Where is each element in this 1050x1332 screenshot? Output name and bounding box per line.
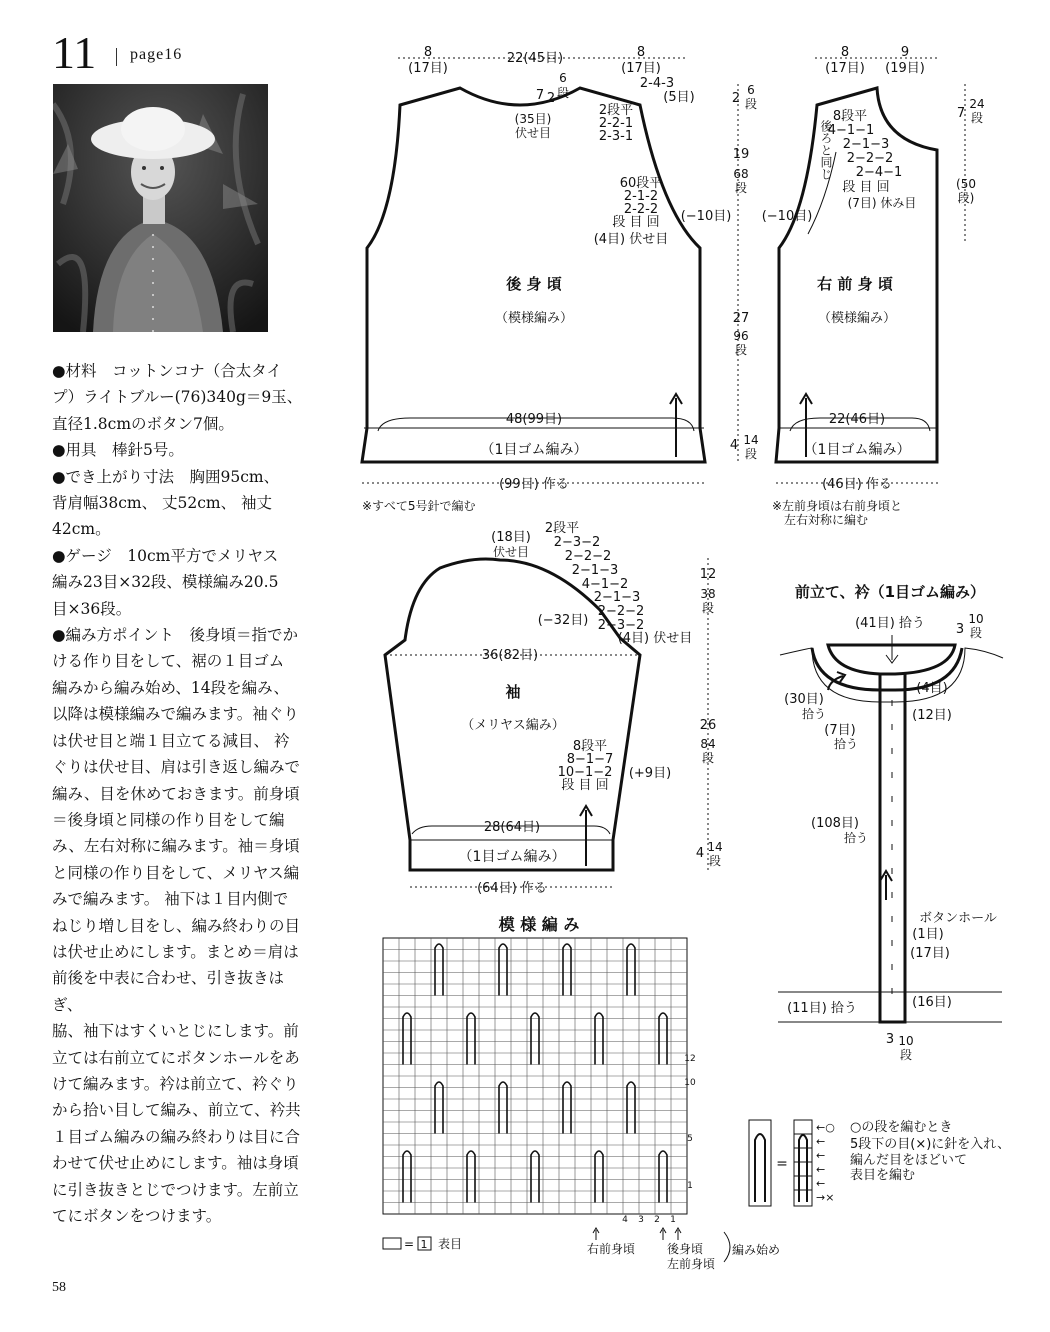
instruction-line: 42cm。 (52, 520, 111, 539)
svg-text:(17目): (17目) (825, 61, 865, 76)
svg-text:2−2−2: 2−2−2 (597, 604, 645, 619)
svg-text:段: 段 (744, 447, 758, 461)
sleeve-inc-rows: 8段平 (572, 739, 608, 754)
svg-text:段: 段 (708, 854, 722, 868)
instruction-line: わせて伏せ止めにします。袖は身頃 (52, 1154, 299, 1173)
back-armhole-height: 19 (732, 147, 750, 162)
instruction-line: 以降は模様編みで編みます。袖ぐり (52, 705, 299, 724)
band-title: 前立て、衿（1目ゴム編み） (794, 583, 986, 601)
svg-text:7: 7 (956, 106, 966, 121)
symbol-note: ○の段を編むとき (850, 1120, 953, 1135)
band-collar-diagram (778, 583, 1003, 1062)
svg-text:←: ← (816, 1177, 826, 1190)
instruction-line: 直径1.8cmのボタン7個。 (52, 414, 234, 433)
svg-text:1: 1 (420, 1238, 428, 1251)
svg-text:拾う: 拾う (801, 707, 827, 721)
svg-text:段: 段 (970, 111, 984, 125)
svg-text:2−1−3: 2−1−3 (593, 590, 641, 605)
pulled-stitch-symbol (563, 1082, 571, 1134)
symbol-explanation (749, 1120, 1010, 1206)
chart-row-number: 1 (687, 1181, 693, 1191)
svg-text:←: ← (816, 1135, 826, 1148)
sleeve-cast-on: (64目) 作る (477, 881, 547, 896)
svg-text:(7目): (7目) (824, 723, 856, 738)
svg-text:84: 84 (700, 737, 716, 751)
svg-text:段: 段 (734, 181, 748, 195)
instruction-line: プ）ライトブルー(76)340g＝9玉、 (52, 388, 303, 407)
svg-text:9: 9 (900, 45, 910, 60)
legend-knit: 表目 (437, 1237, 463, 1251)
chart-col-number: 2 (654, 1215, 660, 1225)
instruction-line: 背肩幅38cm、 丈52cm、 袖丈 (52, 494, 273, 513)
mark-back: 後身頃 (666, 1242, 704, 1256)
svg-text:6: 6 (747, 83, 755, 97)
instruction-line: ●でき上がり寸法 胸囲95cm、 (52, 467, 280, 486)
svg-text:2: 2 (546, 91, 556, 106)
pulled-stitch-symbol (403, 1013, 411, 1065)
pulled-stitch-symbol (467, 1013, 475, 1065)
chart-grid (383, 938, 687, 1214)
svg-text:7: 7 (535, 88, 545, 103)
svg-text:4: 4 (695, 846, 705, 861)
svg-text:(17目): (17目) (621, 61, 661, 76)
svg-text:38: 38 (700, 587, 716, 601)
svg-text:(17目): (17目) (910, 946, 950, 961)
svg-text:(4目) 伏せ目: (4目) 伏せ目 (617, 631, 693, 646)
svg-text:（メリヤス編み）: （メリヤス編み） (461, 718, 565, 733)
instruction-line: と同様の作り目をして、メリヤス編 (52, 863, 300, 882)
instruction-line: に引き抜きとじでつけます。左前立 (52, 1180, 299, 1199)
svg-text:2−2−2: 2−2−2 (846, 151, 894, 166)
svg-text:(−32目): (−32目) (537, 613, 589, 628)
instruction-line: ●用具 棒針5号。 (52, 441, 184, 460)
svg-text:段: 段 (701, 751, 715, 765)
svg-text:表目を編む: 表目を編む (850, 1168, 916, 1183)
svg-text:(11目) 拾う: (11目) 拾う (787, 1001, 857, 1016)
svg-text:(7目) 休み目: (7目) 休み目 (847, 196, 917, 210)
sleeve-diagram (385, 521, 723, 896)
instruction-line: は伏せ目と端１目立てる減目、 衿 (52, 731, 290, 750)
instruction-line: 目×36段。 (52, 599, 132, 618)
instruction-line: ＝後身頃と同様の作り目をして編 (52, 810, 285, 829)
chart-row-number: 12 (684, 1054, 696, 1064)
svg-text:(50: (50 (956, 177, 976, 191)
instruction-line: けて編みます。衿は前立て、衿ぐり (52, 1074, 299, 1093)
svg-text:(−10目): (−10目) (680, 209, 732, 224)
svg-text:（模様編み）: （模様編み） (817, 311, 897, 326)
pulled-stitch-symbol (531, 1013, 539, 1065)
svg-text:左右対称に編む: 左右対称に編む (784, 513, 869, 527)
svg-text:(−10目): (−10目) (761, 209, 813, 224)
svg-text:（1目ゴム編み）: （1目ゴム編み） (803, 442, 911, 458)
svg-text:2−3−2: 2−3−2 (597, 618, 645, 633)
svg-text:8−1−7: 8−1−7 (566, 752, 614, 767)
svg-text:(19目): (19目) (885, 61, 925, 76)
svg-text:8: 8 (636, 45, 646, 60)
svg-text:6: 6 (559, 71, 567, 85)
svg-text:68: 68 (733, 167, 749, 181)
sleeve-top-width: 36(82目) (481, 648, 539, 663)
chart-title: 模 様 編 み (498, 915, 580, 934)
svg-text:8: 8 (840, 45, 850, 60)
back-body-diagram (362, 45, 759, 513)
svg-text:2段平: 2段平 (598, 103, 634, 118)
instruction-line: 立ては右前立てにボタンホールをあ (52, 1048, 300, 1067)
svg-text:2−1−3: 2−1−3 (571, 563, 619, 578)
svg-text:4: 4 (729, 438, 739, 453)
svg-text:拾う: 拾う (843, 831, 869, 845)
svg-text:2−2−2: 2−2−2 (564, 549, 612, 564)
instruction-line: 編み、目を休めておきます。前身頃 (52, 784, 300, 803)
svg-text:段 目 回: 段 目 回 (612, 215, 660, 230)
back-shoulder-rows: 2-4-3 (639, 76, 675, 91)
svg-text:→×: →× (816, 1191, 835, 1204)
svg-text:（1目ゴム編み）: （1目ゴム編み） (458, 849, 566, 865)
back-neck-bindoff: (35目) (514, 112, 552, 126)
mark-start: 編み始め (731, 1243, 781, 1257)
chart-col-number: 4 (622, 1215, 628, 1225)
pulled-stitch-symbol (435, 944, 443, 996)
chart-row-number: 5 (687, 1134, 693, 1144)
chart-row-number: 10 (684, 1078, 696, 1088)
svg-text:2−1−3: 2−1−3 (842, 137, 890, 152)
svg-text:3: 3 (955, 622, 965, 637)
svg-text:2: 2 (731, 91, 741, 106)
svg-text:3: 3 (885, 1032, 895, 1047)
svg-text:(1目): (1目) (912, 927, 944, 942)
instruction-line: 脇、袖下はすくいとじにします。前 (52, 1022, 299, 1041)
front-cast-on: (46目) 作る (822, 477, 892, 492)
svg-text:2-3-1: 2-3-1 (598, 129, 634, 144)
pulled-stitch-symbol (403, 1151, 411, 1203)
svg-text:伏せ目: 伏せ目 (492, 545, 530, 559)
svg-text:(5目): (5目) (663, 90, 695, 105)
sleeve-cap-rows: 2段平 (544, 521, 580, 536)
mark-left-front: 左前身頃 (666, 1257, 716, 1271)
front-same-as-back: 後ろと同じ (819, 120, 833, 180)
svg-text:4−1−1: 4−1−1 (827, 123, 875, 138)
svg-text:5段下の目(×)に針を入れ、: 5段下の目(×)に針を入れ、 (850, 1137, 1011, 1152)
svg-text:24: 24 (969, 97, 985, 111)
front-width: 22(46目) (828, 412, 886, 427)
back-width: 48(99目) (505, 412, 563, 427)
svg-text:2-2-1: 2-2-1 (598, 116, 634, 131)
chart-col-number: 3 (638, 1215, 644, 1225)
svg-text:段: 段 (899, 1048, 913, 1062)
back-note: ※すべて5号針で編む (362, 499, 476, 513)
svg-text:2-2-2: 2-2-2 (623, 202, 659, 217)
svg-text:段 目 回: 段 目 回 (842, 180, 890, 195)
pulled-stitch-symbol (595, 1151, 603, 1203)
page-folio: 58 (52, 1280, 66, 1295)
pulled-stitch-symbol (435, 1082, 443, 1134)
svg-text:段: 段 (734, 343, 748, 357)
svg-text:段: 段 (701, 601, 715, 615)
svg-text:14: 14 (707, 840, 723, 854)
svg-text:10−1−2: 10−1−2 (557, 765, 613, 780)
stitch-chart (383, 915, 780, 1271)
svg-text:伏せ目: 伏せ目 (514, 126, 552, 140)
back-body-height: 27 (732, 311, 750, 326)
instruction-line: ぐりは伏せ目、肩は引き返し編みで (52, 758, 301, 777)
svg-text:2-1-2: 2-1-2 (623, 189, 659, 204)
pulled-stitch-symbol (659, 1151, 667, 1203)
svg-text:2−4−1: 2−4−1 (855, 165, 903, 180)
svg-text:(12目): (12目) (912, 708, 952, 723)
instruction-line: ける作り目をして、裾の１目ゴム (52, 652, 285, 671)
svg-text:段: 段 (969, 626, 983, 640)
instruction-line: ●編み方ポイント 後身頃＝指でか (52, 626, 299, 645)
front-body-title: 右 前 身 頃 (817, 275, 893, 293)
instruction-line: は伏せ止めにします。まとめ＝肩は (52, 942, 299, 961)
svg-text:=: = (776, 1156, 788, 1172)
instruction-line: １目ゴム編みの編み終わりは目に合 (52, 1127, 301, 1146)
instruction-line: 編みから編み始め、14段を編み、 (52, 678, 290, 697)
pulled-stitch-symbol (595, 1013, 603, 1065)
back-neck-width: 22(45目) (506, 51, 564, 66)
instruction-line: ●ゲージ 10cm平方でメリヤス (52, 546, 279, 565)
mark-right-front: 右前身頃 (586, 1242, 636, 1256)
svg-text:(16目): (16目) (912, 995, 952, 1010)
svg-text:編んだ目をほどいて: 編んだ目をほどいて (850, 1153, 968, 1168)
svg-text:(+9目): (+9目) (628, 766, 672, 781)
svg-text:(30目): (30目) (784, 692, 824, 707)
svg-text:段 目 回: 段 目 回 (561, 778, 609, 793)
svg-text:段: 段 (744, 97, 758, 111)
back-cast-on: (99目) 作る (499, 477, 569, 492)
svg-text:2−3−2: 2−3−2 (553, 535, 601, 550)
svg-text:4−1−2: 4−1−2 (581, 577, 629, 592)
pulled-stitch-symbol (499, 1082, 507, 1134)
pulled-stitch-symbol (627, 1082, 635, 1134)
svg-text:(18目): (18目) (491, 530, 531, 545)
pulled-stitch-symbol (627, 944, 635, 996)
instruction-line: ねじり増し目をし、編み終わりの目 (52, 916, 301, 935)
instruction-line: み、左右対称に編みます。袖＝身頃 (52, 837, 300, 856)
svg-text:(108目): (108目) (811, 816, 859, 831)
svg-text:10: 10 (898, 1034, 914, 1048)
svg-text:(41目) 拾う: (41目) 拾う (855, 616, 925, 631)
sleeve-bottom-width: 28(64目) (483, 820, 541, 835)
sleeve-length: 26 (699, 718, 717, 733)
svg-text:段: 段 (556, 86, 570, 100)
svg-text:段): 段) (957, 191, 975, 205)
svg-text:10: 10 (968, 612, 984, 626)
back-body-title: 後 身 頃 (506, 275, 562, 293)
pattern-number: 11 (52, 27, 97, 78)
pulled-stitch-symbol (563, 944, 571, 996)
front-neck-rows: 8段平 (832, 109, 868, 124)
pulled-stitch-symbol (659, 1013, 667, 1065)
page-reference: page16 (130, 46, 183, 63)
back-top-left-sts: 8 (423, 45, 433, 60)
svg-text:(4目): (4目) (916, 681, 948, 696)
pulled-stitch-symbol (499, 944, 507, 996)
instruction-line: から拾い目して編み、前立て、衿共 (52, 1101, 301, 1120)
svg-text:(17目): (17目) (408, 61, 448, 76)
instruction-line: 編み23目×32段、模様編み20.5 (52, 573, 279, 592)
svg-text:←○: ←○ (816, 1121, 835, 1134)
svg-text:=: = (403, 1237, 415, 1251)
chart-col-number: 1 (670, 1215, 676, 1225)
instruction-line: ●材料 コットンコナ（合太タイ (52, 362, 282, 380)
svg-text:(4目) 伏せ目: (4目) 伏せ目 (593, 232, 669, 247)
pulled-stitch-symbol (531, 1151, 539, 1203)
right-front-diagram (762, 45, 985, 527)
svg-text:←: ← (816, 1149, 826, 1162)
sleeve-title: 袖 (505, 683, 521, 701)
pulled-stitch-symbol (467, 1151, 475, 1203)
svg-text:拾う: 拾う (833, 737, 859, 751)
instruction-line: てにボタンをつけます。 (52, 1207, 222, 1225)
back-armhole-rows: 60段平 (619, 176, 663, 191)
svg-text:96: 96 (733, 329, 749, 343)
svg-text:←: ← (816, 1163, 826, 1176)
instruction-line: みで編みます。 袖下は１目内側で (52, 890, 289, 909)
instruction-line: 前後を中表に合わせ、引き抜きはぎ、 (52, 969, 285, 1014)
buttonhole-label: ボタンホール (919, 911, 997, 926)
back-pattern-label: （模様編み） (494, 311, 574, 326)
back-rib-label: （1目ゴム編み） (480, 442, 588, 458)
svg-text:14: 14 (743, 433, 759, 447)
front-note: ※左前身頃は右前身頃と (772, 499, 903, 513)
svg-text:12: 12 (699, 567, 717, 582)
